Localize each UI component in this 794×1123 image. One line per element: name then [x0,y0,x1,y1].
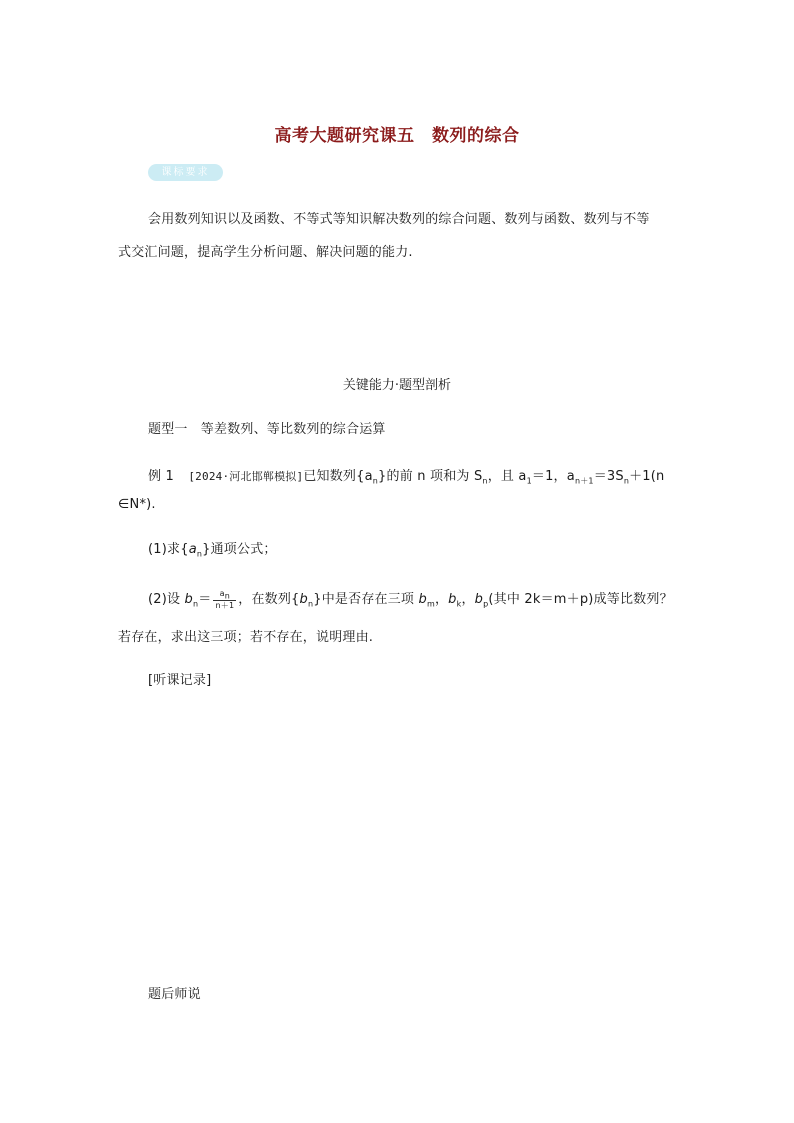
question-2-line-1: (2)设 $b_n=$ $\frac{a_n}{n+1}$ ，在数列$\{b_n\}$中是否存在三项 $b_m$，$b_k$，$b_p$(其中 2k＝m＋p)成等比数列？ [148,588,673,611]
section-heading: 关键能力·题型剖析 [342,378,452,393]
lecture-notes-label: [听课记录] [148,673,212,688]
example-1-line-2: ∈N*). [118,497,156,512]
type-one-heading: 题型一 等差数列、等比数列的综合运算 [148,422,386,437]
requirements-line-1: 会用数列知识以及函数、不等式等知识解决数列的综合问题、数列与函数、数列与不等 [148,212,650,227]
question-1: (1)求$\{a_n\}$通项公式； [148,542,277,559]
fraction: $\frac{a_n}{n+1}$ [215,588,235,611]
example-1-line-1: 例 1 [2024·河北邯郸模拟]已知数列$\{a_n\}$的前 n 项和为 $S_n$，且 $a_1=1$，$a_{n+1}=3S_n+1(n$ [148,469,665,486]
requirements-line-2: 式交汇问题，提高学生分析问题、解决问题的能力. [118,245,413,260]
teacher-comments-label: 题后师说 [148,987,201,1002]
requirements-badge: 课标要求 [148,164,223,181]
question-2-line-2: 若存在，求出这三项；若不存在，说明理由. [118,630,374,645]
example-source: [2024·河北邯郸模拟] [188,470,304,483]
example-label: 例 1 [148,469,175,484]
example-text-a: 已知数列{a [303,469,373,484]
page-title: 高考大题研究课五 数列的综合 [274,126,520,146]
